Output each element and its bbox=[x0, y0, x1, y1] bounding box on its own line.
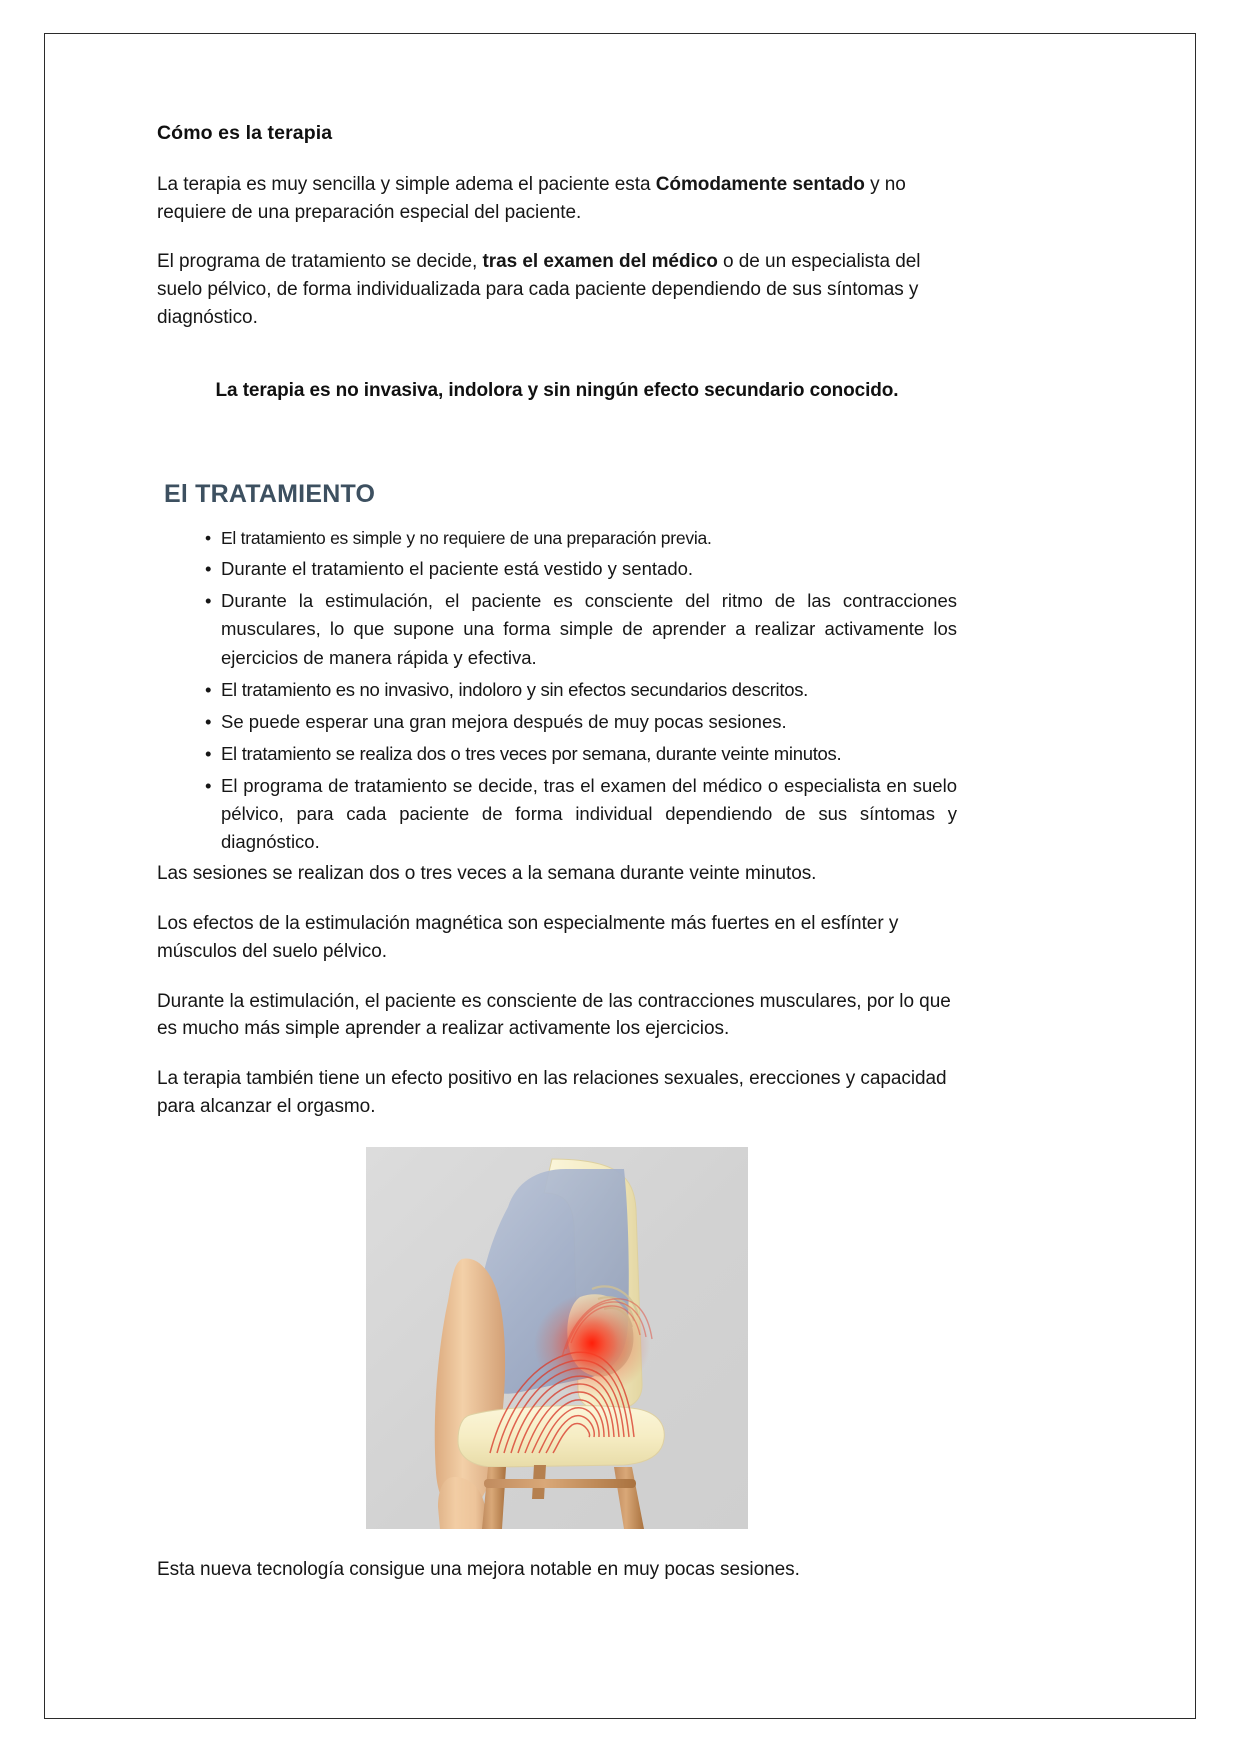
chair-stretcher-bar bbox=[484, 1479, 636, 1488]
bullet-icon: • bbox=[205, 742, 212, 764]
list-item-text: Durante la estimulación, el paciente es consciente del ritmo de las contracciones musculares, lo que supone una forma simple de aprender a realizar activamente los ejercicios de manera rápida y efectiva. bbox=[221, 590, 957, 668]
paragraph-1-part-1: La terapia es muy sencilla y simple adema el paciente esta bbox=[157, 174, 656, 195]
page-border-frame bbox=[44, 33, 1196, 1719]
paragraph-stimulation-awareness: Durante la estimulación, el paciente es consciente de las contracciones musculares, por lo que es mucho más simple aprender a realizar activamente los ejercicios. bbox=[157, 990, 951, 1040]
bullet-icon: • bbox=[205, 678, 212, 700]
paragraph-1-bold-1: Cómodamente sentado bbox=[655, 174, 865, 195]
chair-therapy-illustration bbox=[366, 1147, 748, 1529]
paragraph-2-part-1: El programa de tratamiento se decide, bbox=[157, 251, 483, 273]
bullet-icon: • bbox=[205, 527, 211, 548]
paragraph-1-part-2: y no requiere de una preparación especial del paciente. bbox=[157, 174, 906, 223]
list-item bbox=[205, 740, 957, 768]
bullet-icon: • bbox=[205, 710, 212, 732]
page-title: Cómo es la terapia bbox=[157, 122, 333, 144]
paragraph-sessions: Las sesiones se realizan dos o tres veces a la semana durante veinte minutos. bbox=[157, 863, 817, 885]
chair-therapy-svg bbox=[366, 1147, 748, 1529]
list-item-text: Se puede esperar una gran mejora después de muy pocas sesiones. bbox=[221, 710, 787, 732]
paragraph-therapy-description bbox=[157, 171, 957, 226]
bullet-icon: • bbox=[205, 775, 212, 797]
paragraph-sexual-effects: La terapia también tiene un efecto positivo en las relaciones sexuales, erecciones y capacidad para alcanzar el orgasmo. bbox=[157, 1068, 947, 1117]
paragraph-treatment-program bbox=[157, 248, 957, 331]
document-content bbox=[157, 122, 957, 1581]
section-heading-tratamiento: El TRATAMIENTO bbox=[164, 479, 376, 508]
field-core-hotspot bbox=[566, 1315, 618, 1371]
list-item bbox=[205, 525, 957, 552]
list-item-text: El tratamiento es no invasivo, indoloro y sin efectos secundarios descritos. bbox=[221, 678, 808, 700]
paragraph-2-bold-1: tras el examen del médico bbox=[482, 251, 718, 273]
list-item-text: El tratamiento es simple y no requiere de una preparación previa. bbox=[221, 527, 712, 548]
bullet-icon: • bbox=[205, 558, 212, 580]
list-item bbox=[205, 676, 957, 704]
list-item bbox=[205, 587, 957, 671]
list-item bbox=[205, 555, 957, 583]
list-item bbox=[205, 708, 957, 736]
closing-paragraph: Esta nueva tecnología consigue una mejora notable en muy pocas sesiones. bbox=[157, 1558, 800, 1580]
centered-statement: La terapia es no invasiva, indolora y sin ningún efecto secundario conocido. bbox=[215, 379, 899, 401]
paragraph-2-part-2: o de un especialista del suelo pélvico, de forma individualizada para cada paciente dependiendo de sus síntomas y diagnóstico. bbox=[157, 251, 921, 328]
list-item-text: Durante el tratamiento el paciente está vestido y sentado. bbox=[221, 558, 694, 580]
list-item-text: El tratamiento se realiza dos o tres veces por semana, durante veinte minutos. bbox=[221, 742, 842, 764]
paragraph-magnetic-effects: Los efectos de la estimulación magnética son especialmente más fuertes en el esfínter y músculos del suelo pélvico. bbox=[157, 913, 899, 962]
treatment-bullet-list bbox=[157, 525, 957, 857]
list-item-text: El programa de tratamiento se decide, tras el examen del médico o especialista en suelo pélvico, para cada paciente de forma individual dependiendo de sus síntomas y diagnóstico. bbox=[221, 775, 957, 853]
bullet-icon: • bbox=[205, 590, 212, 612]
list-item bbox=[205, 772, 957, 856]
figure-container bbox=[157, 1147, 957, 1529]
